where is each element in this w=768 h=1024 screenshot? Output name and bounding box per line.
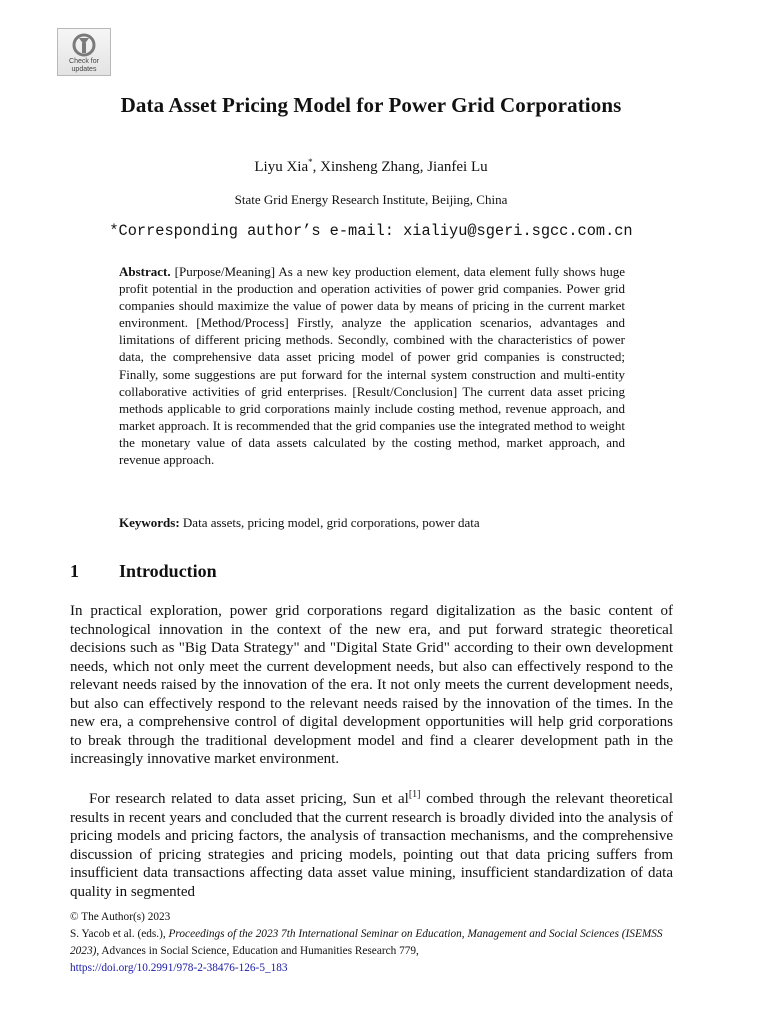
- section-title: Introduction: [119, 561, 217, 581]
- paragraph-2-rest: combed through the relevant theoretical results in recent years and concluded that the current research is broadly divided into the analysis of pricing models and pricing factors, the analysis of transaction mechanisms, and the comprehensive discussion of pricing strategies and pricing models, pointing out that data pricing suffers from insufficient data transactions affecting data asset value mining, insufficient standardization of data quality in segmented: [70, 791, 674, 900]
- doi-link[interactable]: https://doi.org/10.2991/978-2-38476-126-5_183: [70, 962, 288, 974]
- keywords: [119, 515, 625, 531]
- citation-1[interactable]: [1]: [408, 789, 421, 800]
- author-first: Liyu Xia: [254, 159, 309, 175]
- check-for-updates-badge[interactable]: [57, 28, 111, 76]
- copyright: © The Author(s) 2023: [70, 911, 171, 923]
- check-for-updates-icon: [71, 33, 97, 57]
- abstract-label: Abstract.: [119, 264, 171, 279]
- corresponding-mark: *: [308, 157, 313, 167]
- abstract: [119, 263, 625, 468]
- badge-label-2: updates: [71, 66, 97, 73]
- body-paragraph-1: In practical exploration, power grid corporations regard digitalization as the basic content of technological innovation in the context of the new era, and put forward strategic theoretical decisions such as "Big Data Strategy" and "Digital State Grid" according to their own development needs, which not only meet the current development needs, but also can effectively respond to the relevant needs raised by the innovation of the era. It not only meets the current development needs, but also can effectively respond to the relevant needs raised by the innovation of the times. In the new era, a comprehensive control of digital development opportunities will help grid corporations to break through the traditional development model and find a clearer development path in the increasingly innovative market environment.: [70, 603, 673, 767]
- abstract-text: [Purpose/Meaning] As a new key production element, data element fully shows huge profit potential in the production and operation activities of power grid companies. Power grid companies should maximize the value of power data by means of pricing in the current market environment. [Method/Process] Firstly, analyze the application scenarios, advantages and limitations of different pricing methods. Secondly, combined with the characteristics of power data, the comprehensive data asset pricing model of power grid companies is constructed; Finally, some suggestions are put forward for the internal system construction and multi-entity collaborative activities of grid enterprises. [Result/Conclusion] The current data asset pricing methods applicable to grid corporations mainly include costing method, revenue approach, and market approach. It is recommended that the grid companies use the integrated method to weight the monetary value of data assets calculated by the costing method, market approach, and revenue approach.: [119, 264, 626, 468]
- paper-title: Data Asset Pricing Model for Power Grid Corporations: [120, 93, 622, 117]
- proceedings-title: Proceedings of the 2023 7th International Seminar on Education, Management and Social Sciences (ISEMSS 2023): [70, 928, 663, 957]
- keywords-text: Data assets, pricing model, grid corporations, power data: [182, 515, 480, 530]
- author-list: [0, 157, 742, 176]
- affiliation: State Grid Energy Research Institute, Beijing, China: [234, 192, 508, 207]
- editors: S. Yacob et al. (eds.),: [70, 928, 169, 940]
- citation-info: [70, 926, 690, 960]
- badge-label-1: Check for: [69, 58, 99, 65]
- section-number: 1: [70, 561, 79, 581]
- footer: [70, 909, 690, 977]
- author-rest: , Xinsheng Zhang, Jianfei Lu: [312, 159, 488, 175]
- body-paragraph-2: [70, 786, 673, 901]
- corresponding-email: *Corresponding author’s e-mail: xialiyu@sgeri.sgcc.com.cn: [109, 222, 633, 240]
- series: , Advances in Social Science, Education and Humanities Research 779,: [96, 945, 419, 957]
- paragraph-2-start: For research related to data asset pricing, Sun et al: [89, 791, 409, 807]
- keywords-label: Keywords:: [119, 515, 180, 530]
